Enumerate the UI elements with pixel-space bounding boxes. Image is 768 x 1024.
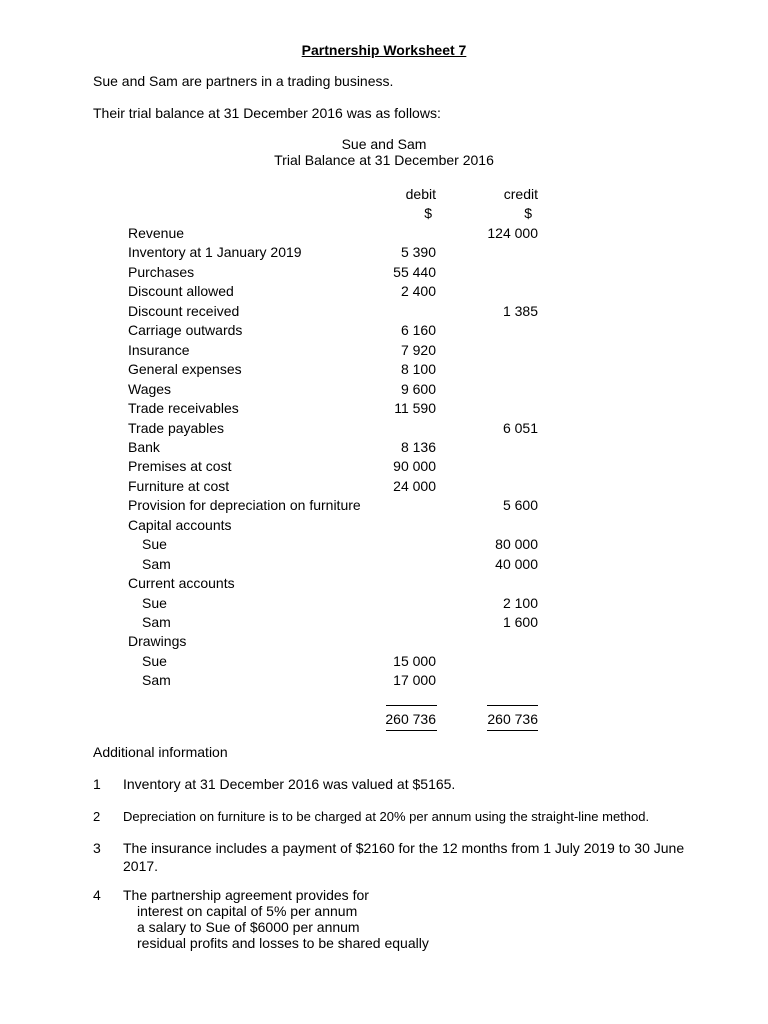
row-label: Carriage outwards — [128, 322, 243, 339]
row-label: Trade receivables — [128, 400, 239, 417]
note-text: 2017. — [123, 858, 159, 874]
intro-line: Their trial balance at 31 December 2016 was as follows: — [93, 105, 441, 121]
credit-cell: 6 051 — [502, 419, 538, 436]
credit-unit: $ — [524, 205, 532, 221]
note-text: residual profits and losses to be shared equally — [137, 935, 429, 951]
debit-cell: 6 160 — [400, 322, 436, 339]
row-label: Sam — [142, 555, 171, 572]
debit-cell: 7 920 — [400, 341, 436, 358]
row-label: Discount allowed — [128, 283, 234, 300]
debit-column-header: debit — [405, 186, 436, 202]
debit-unit: $ — [424, 205, 432, 221]
row-label: Insurance — [128, 341, 190, 358]
row-label: Purchases — [128, 263, 195, 280]
table-row — [0, 556, 768, 576]
row-label: Revenue — [128, 225, 185, 241]
table-row — [0, 225, 768, 245]
credit-cell: 124 000 — [487, 225, 538, 241]
row-label: Sue — [142, 594, 167, 611]
note-number: 2 — [93, 809, 101, 824]
credit-cell: 80 000 — [495, 536, 538, 553]
table-row — [0, 420, 768, 440]
note-text: Depreciation on furniture is to be charged at 20% per annum using the straight-line method. — [123, 809, 650, 824]
row-label: Sam — [142, 672, 171, 689]
debit-cell: 15 000 — [393, 652, 436, 669]
credit-cell: 1 385 — [502, 302, 538, 319]
row-label: General expenses — [128, 361, 242, 378]
note-text: a salary to Sue of $6000 per annum — [137, 919, 360, 935]
table-row — [0, 478, 768, 498]
table-row — [0, 517, 768, 537]
note-number: 3 — [93, 840, 101, 856]
credit-cell: 40 000 — [495, 555, 538, 572]
debit-cell: 55 440 — [393, 263, 436, 280]
row-label: Sue — [142, 652, 167, 669]
table-row — [0, 381, 768, 401]
credit-total: 260 736 — [487, 711, 538, 727]
table-row — [0, 322, 768, 342]
table-row — [0, 264, 768, 284]
row-label: Wages — [128, 380, 172, 397]
debit-total: 260 736 — [385, 711, 436, 727]
row-label: Bank — [128, 438, 160, 455]
table-row — [0, 439, 768, 459]
page-title: Partnership Worksheet 7 — [301, 42, 467, 58]
row-label: Sue — [142, 536, 167, 553]
debit-total-rule-top — [386, 705, 437, 706]
table-row — [0, 400, 768, 420]
credit-total-rule-bottom — [487, 730, 538, 731]
debit-cell: 11 590 — [394, 400, 436, 417]
debit-cell: 17 000 — [393, 672, 436, 689]
row-label: Premises at cost — [128, 458, 232, 475]
note-number: 4 — [93, 887, 101, 903]
row-label: Inventory at 1 January 2019 — [128, 244, 302, 261]
trial-balance-name: Sue and Sam — [341, 136, 427, 152]
table-row — [0, 283, 768, 303]
table-row — [0, 458, 768, 478]
credit-cell: 1 600 — [502, 614, 538, 630]
debit-cell: 8 100 — [400, 361, 436, 378]
debit-cell: 8 136 — [400, 438, 436, 455]
credit-total-rule-top — [487, 705, 538, 706]
table-row — [0, 633, 768, 653]
row-label: Furniture at cost — [128, 477, 230, 494]
table-row — [0, 653, 768, 673]
note-text: Inventory at 31 December 2016 was valued at $5165. — [123, 776, 456, 792]
row-label: Capital accounts — [128, 516, 232, 533]
row-label: Provision for depreciation on furniture — [128, 497, 361, 514]
additional-info-heading: Additional information — [93, 744, 228, 760]
note-text: The insurance includes a payment of $2160 for the 12 months from 1 July 2019 to 30 June — [123, 840, 685, 856]
note-number: 1 — [93, 776, 101, 792]
trial-balance-subtitle: Trial Balance at 31 December 2016 — [274, 152, 494, 168]
table-row — [0, 342, 768, 362]
credit-cell: 2 100 — [502, 594, 538, 611]
debit-cell: 2 400 — [400, 283, 436, 300]
note-text: interest on capital of 5% per annum — [137, 903, 358, 919]
row-label: Trade payables — [128, 419, 224, 436]
table-row — [0, 575, 768, 595]
table-row — [0, 595, 768, 615]
table-row — [0, 244, 768, 264]
debit-cell: 90 000 — [393, 458, 436, 475]
row-label: Sam — [142, 614, 171, 630]
credit-column-header: credit — [503, 186, 538, 202]
row-label: Discount received — [128, 302, 240, 319]
table-row — [0, 672, 768, 692]
debit-total-rule-bottom — [386, 730, 437, 731]
table-row — [0, 361, 768, 381]
row-label: Current accounts — [128, 575, 235, 592]
credit-cell: 5 600 — [502, 497, 538, 514]
note-text: The partnership agreement provides for — [123, 887, 369, 903]
row-label: Drawings — [128, 633, 187, 650]
table-row — [0, 614, 768, 634]
debit-cell: 9 600 — [400, 380, 436, 397]
table-row — [0, 536, 768, 556]
table-row — [0, 497, 768, 517]
intro-line: Sue and Sam are partners in a trading business. — [93, 73, 394, 89]
debit-cell: 5 390 — [400, 244, 436, 261]
table-row — [0, 303, 768, 323]
debit-cell: 24 000 — [393, 477, 436, 494]
